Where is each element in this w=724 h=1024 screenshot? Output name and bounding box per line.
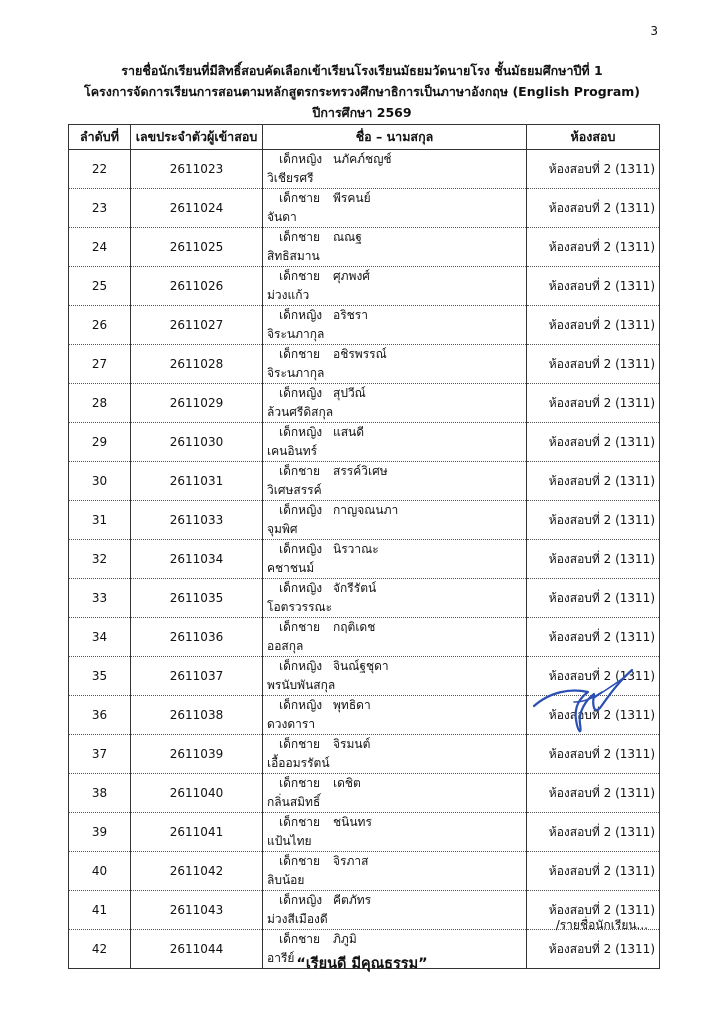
- school-motto: “เรียนดี มีคุณธรรม”: [296, 956, 428, 972]
- cell-exam-id: 2611036: [131, 618, 263, 657]
- cell-order-no: 31: [69, 501, 131, 540]
- table-row: [69, 813, 660, 852]
- first-name: จินณ์ฐชุดา: [333, 659, 389, 673]
- name-prefix: เด็กชาย: [279, 464, 321, 478]
- cell-exam-id: 2611037: [131, 657, 263, 696]
- heading-line-1: รายชื่อนักเรียนที่มีสิทธิ์สอบคัดเลือกเข้าเรียนโรงเรียนมัธยมวัดนายโรง ชั้นมัธยมศึกษาปีที่ 1: [121, 63, 603, 78]
- cell-exam-room: ห้องสอบที่ 2 (1311): [527, 501, 660, 540]
- cell-exam-room: ห้องสอบที่ 2 (1311): [527, 306, 660, 345]
- cell-exam-room: ห้องสอบที่ 2 (1311): [527, 657, 660, 696]
- cell-full-name: [263, 891, 527, 930]
- last-name: ล้วนศรีดิสกุล: [267, 405, 334, 419]
- last-name: จิระนภากุล: [267, 366, 325, 380]
- cell-exam-room: ห้องสอบที่ 2 (1311): [527, 540, 660, 579]
- last-name: เอื้ออมรรัตน์: [267, 756, 330, 770]
- header-order-no: ลำดับที่: [69, 125, 131, 150]
- name-prefix: เด็กหญิง: [279, 893, 323, 907]
- cell-exam-id: 2611040: [131, 774, 263, 813]
- cell-full-name: [263, 501, 527, 540]
- first-name: แสนดี: [333, 425, 365, 439]
- cell-order-no: 24: [69, 228, 131, 267]
- first-name: ณณฐ: [333, 230, 362, 244]
- name-prefix: เด็กชาย: [279, 776, 321, 790]
- name-prefix: เด็กหญิง: [279, 581, 323, 595]
- table-row: [69, 501, 660, 540]
- first-name: พุทธิดา: [333, 698, 371, 712]
- heading-line-3: ปีการศึกษา 2569: [312, 105, 412, 120]
- table-row: [69, 462, 660, 501]
- cell-exam-room: ห้องสอบที่ 2 (1311): [527, 735, 660, 774]
- table-row: [69, 774, 660, 813]
- table-row: [69, 618, 660, 657]
- cell-order-no: 33: [69, 579, 131, 618]
- last-name: วิเชียรศรี: [267, 171, 314, 185]
- cell-order-no: 30: [69, 462, 131, 501]
- first-name: สรรค์วิเศษ: [333, 464, 388, 478]
- cell-exam-id: 2611035: [131, 579, 263, 618]
- name-prefix: เด็กหญิง: [279, 503, 323, 517]
- cell-exam-room: ห้องสอบที่ 2 (1311): [527, 462, 660, 501]
- cell-exam-room: ห้องสอบที่ 2 (1311): [527, 189, 660, 228]
- cell-exam-id: 2611024: [131, 189, 263, 228]
- cell-exam-room: ห้องสอบที่ 2 (1311): [527, 774, 660, 813]
- name-prefix: เด็กชาย: [279, 854, 321, 868]
- cell-full-name: [263, 774, 527, 813]
- cell-full-name: [263, 852, 527, 891]
- name-prefix: เด็กชาย: [279, 932, 321, 946]
- cell-order-no: 36: [69, 696, 131, 735]
- cell-full-name: [263, 540, 527, 579]
- cell-order-no: 41: [69, 891, 131, 930]
- last-name: พรนับพันสกุล: [267, 678, 336, 692]
- first-name: กาญจณนภา: [333, 503, 399, 517]
- first-name: ศุภพงศ์: [333, 269, 370, 283]
- cell-order-no: 27: [69, 345, 131, 384]
- last-name: คชาชนม์: [267, 561, 315, 575]
- name-prefix: เด็กชาย: [279, 269, 321, 283]
- cell-exam-id: 2611023: [131, 150, 263, 189]
- last-name: จุมพิศ: [267, 522, 298, 536]
- table-row: [69, 579, 660, 618]
- last-name: แป้นไทย: [267, 834, 312, 848]
- cell-order-no: 37: [69, 735, 131, 774]
- cell-order-no: 39: [69, 813, 131, 852]
- table-row: [69, 384, 660, 423]
- cell-exam-room: ห้องสอบที่ 2 (1311): [527, 618, 660, 657]
- cell-full-name: [263, 384, 527, 423]
- name-prefix: เด็กชาย: [279, 230, 321, 244]
- table-row: [69, 267, 660, 306]
- cell-exam-id: 2611042: [131, 852, 263, 891]
- cell-exam-id: 2611031: [131, 462, 263, 501]
- cell-order-no: 38: [69, 774, 131, 813]
- table-row: [69, 423, 660, 462]
- table-row: [69, 345, 660, 384]
- cell-exam-room: ห้องสอบที่ 2 (1311): [527, 852, 660, 891]
- cell-exam-id: 2611038: [131, 696, 263, 735]
- signature: [530, 662, 640, 742]
- cell-exam-room: ห้องสอบที่ 2 (1311): [527, 891, 660, 930]
- last-name: ดวงดารา: [267, 717, 316, 731]
- last-name: จิระนภากุล: [267, 327, 325, 341]
- last-name: อารีย์: [267, 951, 295, 965]
- first-name: นภัคภ์ชญช์: [333, 152, 392, 166]
- name-prefix: เด็กหญิง: [279, 308, 323, 322]
- cell-full-name: [263, 423, 527, 462]
- first-name: ภิภูมิ: [333, 932, 357, 946]
- first-name: พีรคนย์: [333, 191, 371, 205]
- cell-exam-room: ห้องสอบที่ 2 (1311): [527, 696, 660, 735]
- cell-order-no: 32: [69, 540, 131, 579]
- page-number: 3: [650, 24, 658, 38]
- cell-full-name: [263, 345, 527, 384]
- cell-order-no: 28: [69, 384, 131, 423]
- header-full-name: ชื่อ – นามสกุล: [263, 125, 527, 150]
- first-name: จิรภาส: [333, 854, 369, 868]
- student-roster-table: [68, 124, 660, 969]
- last-name: ลิบน้อย: [267, 873, 305, 887]
- name-prefix: เด็กชาย: [279, 815, 321, 829]
- first-name: อริชรา: [333, 308, 368, 322]
- continuation-note: /รายชื่อนักเรียน...: [555, 918, 648, 932]
- cell-order-no: 22: [69, 150, 131, 189]
- cell-exam-id: 2611026: [131, 267, 263, 306]
- last-name: สิทธิสมาน: [267, 249, 320, 263]
- cell-exam-id: 2611027: [131, 306, 263, 345]
- cell-full-name: [263, 267, 527, 306]
- last-name: กลิ่นสมิทธิ์: [267, 795, 321, 809]
- name-prefix: เด็กชาย: [279, 191, 321, 205]
- cell-exam-id: 2611043: [131, 891, 263, 930]
- cell-exam-room: ห้องสอบที่ 2 (1311): [527, 423, 660, 462]
- last-name: ออสกุล: [267, 639, 304, 653]
- cell-exam-room: ห้องสอบที่ 2 (1311): [527, 813, 660, 852]
- cell-exam-room: ห้องสอบที่ 2 (1311): [527, 930, 660, 969]
- table-row: [69, 150, 660, 189]
- name-prefix: เด็กชาย: [279, 620, 321, 634]
- first-name: จักรีรัตน์: [333, 581, 377, 595]
- table-row: [69, 306, 660, 345]
- name-prefix: เด็กชาย: [279, 737, 321, 751]
- name-prefix: เด็กหญิง: [279, 659, 323, 673]
- first-name: กฤติเดช: [333, 620, 376, 634]
- cell-exam-id: 2611030: [131, 423, 263, 462]
- name-prefix: เด็กหญิง: [279, 386, 323, 400]
- cell-full-name: [263, 696, 527, 735]
- heading-line-2: โครงการจัดการเรียนการสอนตามหลักสูตรกระทรวงศึกษาธิการเป็นภาษาอังกฤษ (English Program): [83, 84, 640, 99]
- cell-full-name: [263, 618, 527, 657]
- cell-exam-id: 2611041: [131, 813, 263, 852]
- last-name: ม่วงสีเมืองดี: [267, 912, 328, 926]
- name-prefix: เด็กหญิง: [279, 698, 323, 712]
- cell-exam-id: 2611039: [131, 735, 263, 774]
- cell-full-name: [263, 150, 527, 189]
- table-header-row: [69, 125, 660, 150]
- cell-order-no: 40: [69, 852, 131, 891]
- table-row: [69, 189, 660, 228]
- cell-exam-id: 2611025: [131, 228, 263, 267]
- last-name: จันดา: [267, 210, 297, 224]
- first-name: นิรวาณะ: [333, 542, 379, 556]
- first-name: ชนินทร: [333, 815, 372, 829]
- table-body: [69, 150, 660, 969]
- cell-exam-id: 2611029: [131, 384, 263, 423]
- header-exam-room: ห้องสอบ: [527, 125, 660, 150]
- cell-order-no: 35: [69, 657, 131, 696]
- cell-exam-id: 2611044: [131, 930, 263, 969]
- cell-full-name: [263, 657, 527, 696]
- first-name: สุปวีณ์: [333, 386, 366, 400]
- first-name: จิรมนต์: [333, 737, 371, 751]
- name-prefix: เด็กหญิง: [279, 542, 323, 556]
- name-prefix: เด็กหญิง: [279, 152, 323, 166]
- document-heading: [0, 60, 724, 123]
- cell-exam-room: ห้องสอบที่ 2 (1311): [527, 150, 660, 189]
- cell-exam-id: 2611033: [131, 501, 263, 540]
- name-prefix: เด็กหญิง: [279, 425, 323, 439]
- cell-exam-room: ห้องสอบที่ 2 (1311): [527, 228, 660, 267]
- cell-full-name: [263, 579, 527, 618]
- cell-exam-id: 2611028: [131, 345, 263, 384]
- table-row: [69, 228, 660, 267]
- cell-full-name: [263, 189, 527, 228]
- header-exam-id: เลขประจำตัวผู้เข้าสอบ: [131, 125, 263, 150]
- cell-order-no: 23: [69, 189, 131, 228]
- table-row: [69, 540, 660, 579]
- last-name: โอตรวรรณะ: [267, 600, 333, 614]
- cell-full-name: [263, 735, 527, 774]
- cell-exam-room: ห้องสอบที่ 2 (1311): [527, 579, 660, 618]
- cell-order-no: 26: [69, 306, 131, 345]
- cell-exam-id: 2611034: [131, 540, 263, 579]
- first-name: อชิรพรรณ์: [333, 347, 387, 361]
- cell-full-name: [263, 306, 527, 345]
- cell-full-name: [263, 228, 527, 267]
- cell-order-no: 42: [69, 930, 131, 969]
- cell-full-name: [263, 813, 527, 852]
- cell-exam-room: ห้องสอบที่ 2 (1311): [527, 267, 660, 306]
- last-name: ม่วงแก้ว: [267, 288, 310, 302]
- last-name: เคนอินทร์: [267, 444, 318, 458]
- cell-exam-room: ห้องสอบที่ 2 (1311): [527, 384, 660, 423]
- last-name: วิเศษสรรค์: [267, 483, 322, 497]
- cell-order-no: 34: [69, 618, 131, 657]
- first-name: คีตภัทร: [333, 893, 372, 907]
- name-prefix: เด็กชาย: [279, 347, 321, 361]
- cell-exam-room: ห้องสอบที่ 2 (1311): [527, 345, 660, 384]
- cell-order-no: 25: [69, 267, 131, 306]
- cell-full-name: [263, 462, 527, 501]
- first-name: เดชิต: [333, 776, 361, 790]
- table-row: [69, 852, 660, 891]
- cell-order-no: 29: [69, 423, 131, 462]
